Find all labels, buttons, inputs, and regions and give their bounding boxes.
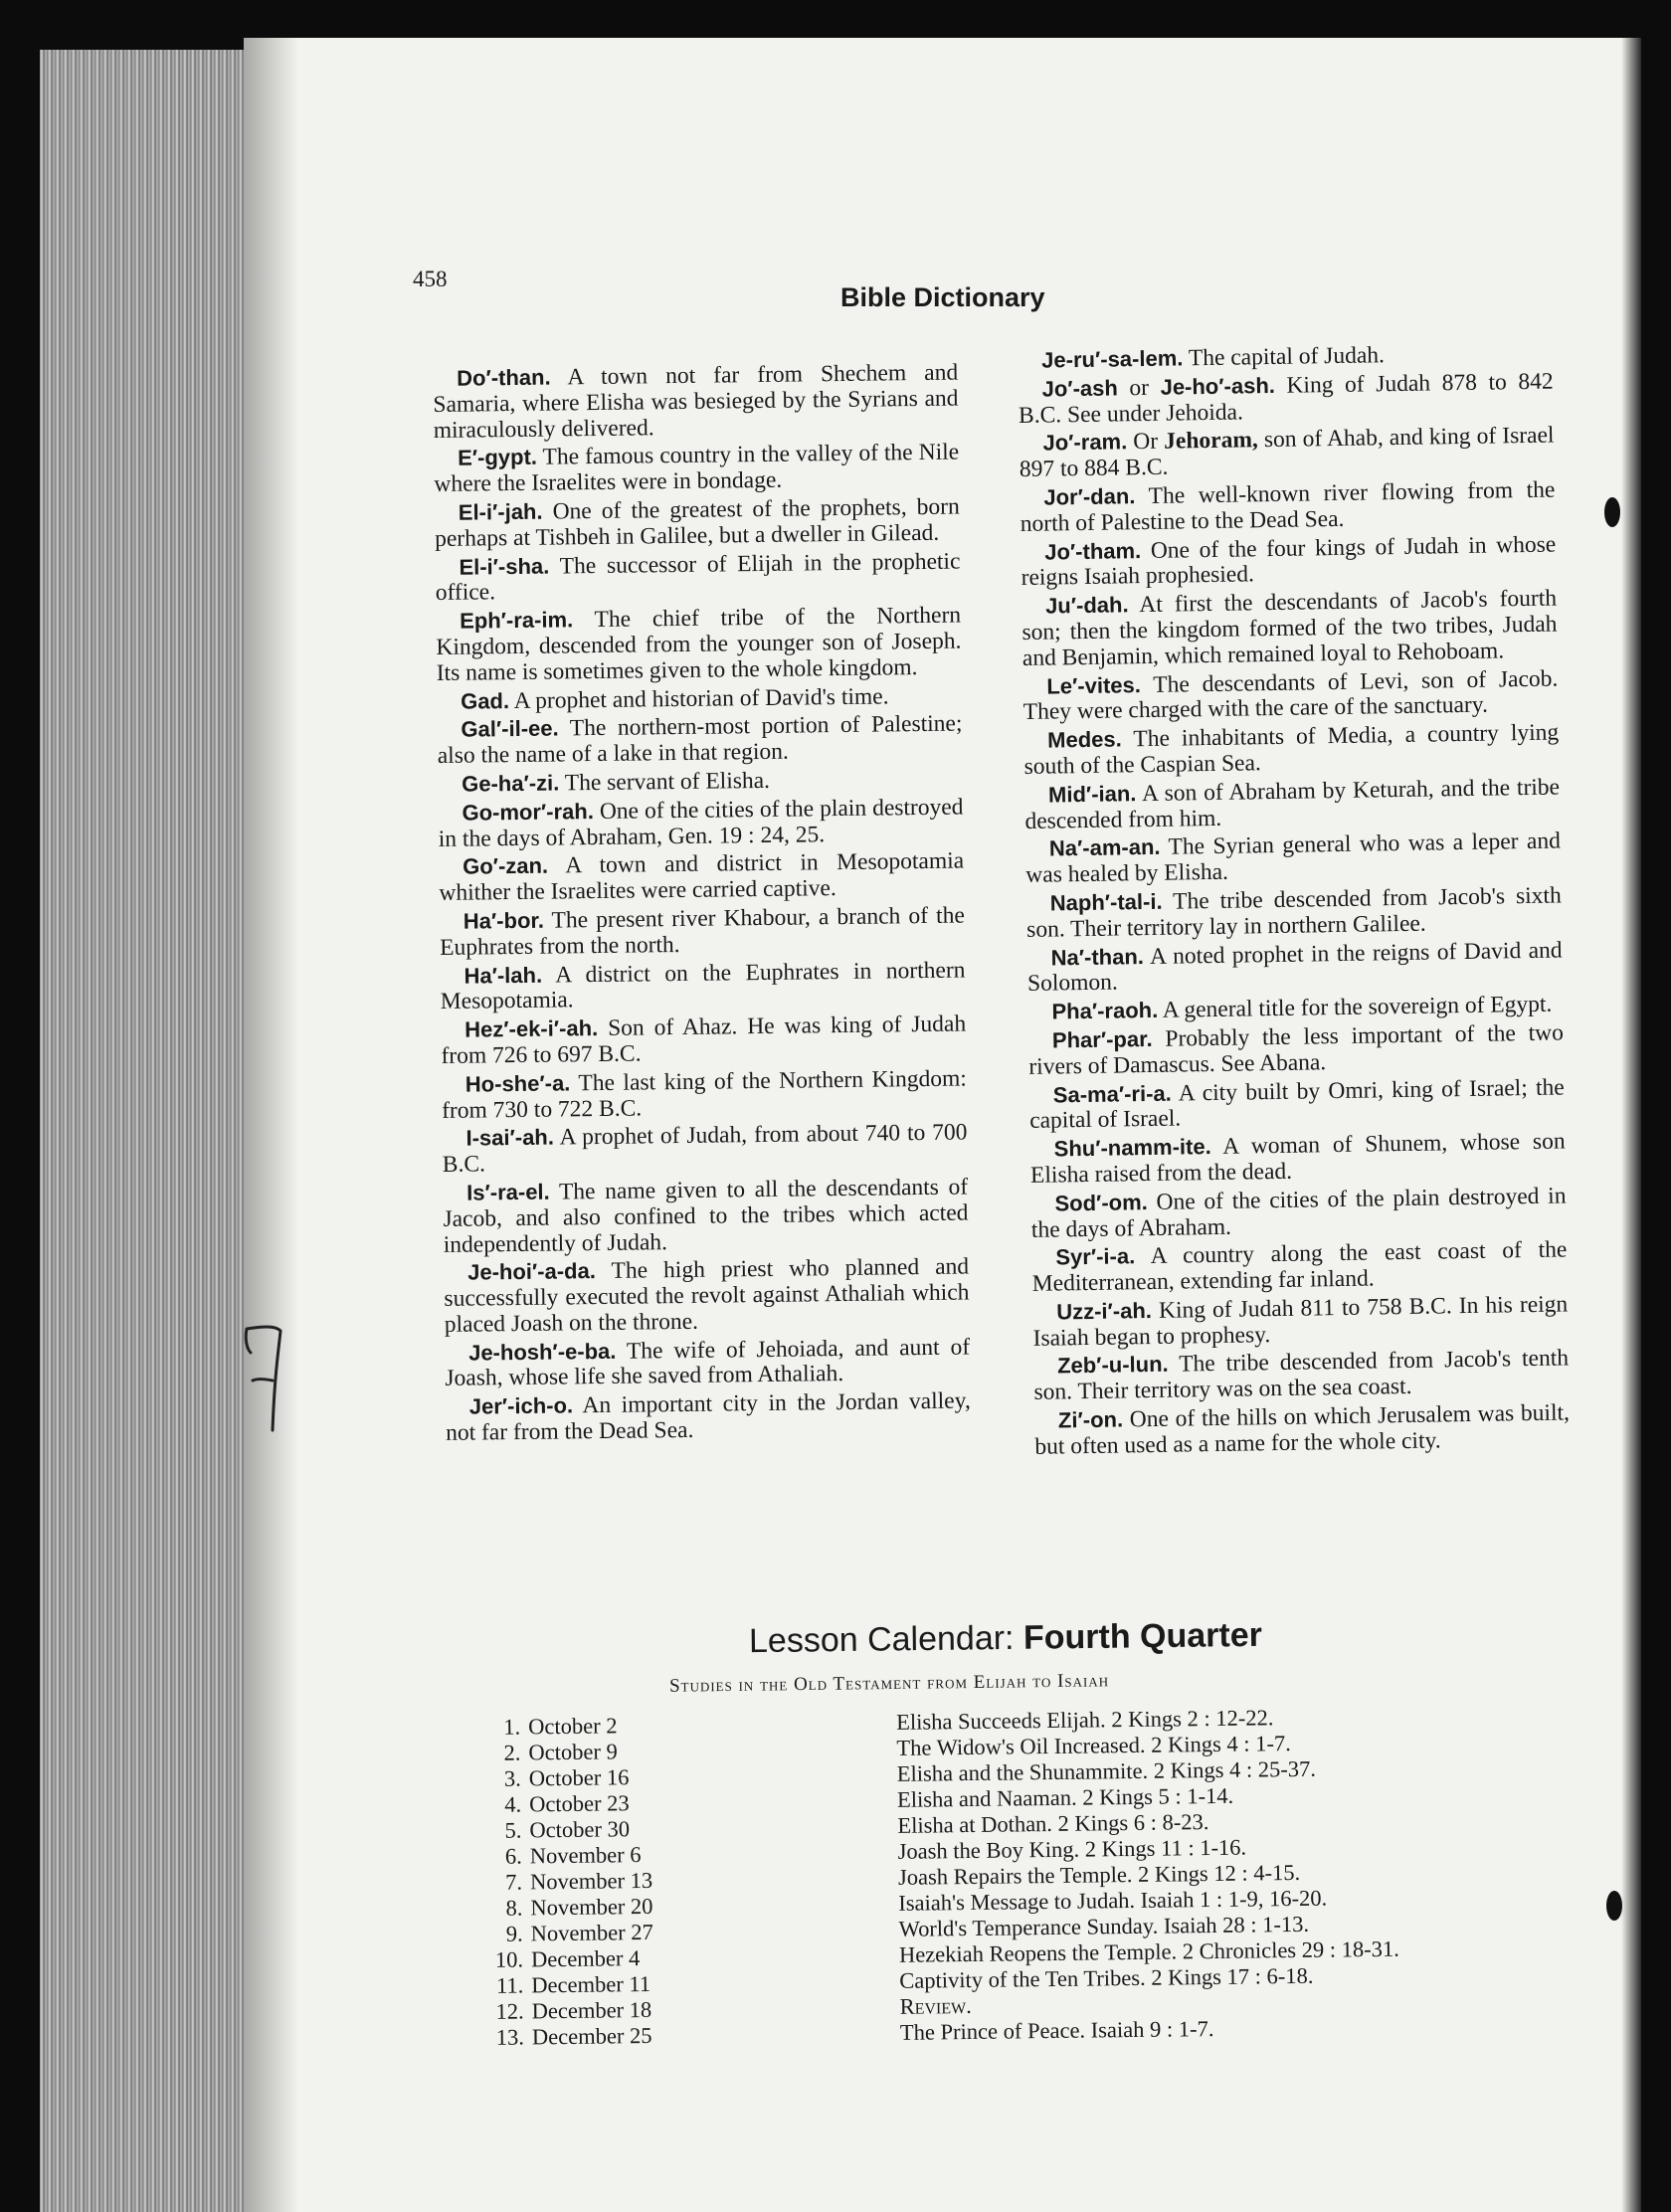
lesson-subject: Joash Repairs the Temple. 2 Kings 12 : 4-15. [897, 1859, 1301, 1890]
dictionary-entry [439, 848, 965, 907]
book-page-edges [40, 50, 244, 2212]
page-right-edge [1621, 38, 1641, 2212]
lesson-date: November 6 [530, 1839, 894, 1869]
dictionary-entry [441, 1012, 967, 1070]
entry-definition: A country along the east coast of the Mediterranean, extending far inland. [1031, 1236, 1568, 1297]
lesson-subject: Isaiah's Message to Judah. Isaiah 1 : 1-9, 16-20. [898, 1885, 1328, 1916]
entry-headword: Mid′-ian. [1047, 780, 1137, 808]
entry-definition: The chief tribe of the Northern Kingdom, descended from the younger son of Joseph. Its name is sometimes given to the whole kingdom. [436, 602, 962, 686]
lesson-number: 11. [495, 1972, 524, 1998]
lesson-number: 9. [505, 1921, 523, 1946]
dictionary-entry [1026, 937, 1563, 998]
lesson-subject: The Prince of Peace. Isaiah 9 : 1-7. [899, 2016, 1214, 2045]
entry-headword: Syr′-i-a. [1055, 1243, 1136, 1270]
entry-definition: King of Judah 878 to 842 B.C. See under Jehoida. [1018, 368, 1554, 429]
lesson-date: November 27 [531, 1917, 895, 1946]
entry-headword: Pha′-raoh. [1051, 997, 1159, 1024]
dictionary-entry [1034, 1399, 1571, 1460]
dictionary-entry [444, 1254, 970, 1339]
entry-headword: Is′-ra-el. [466, 1179, 550, 1205]
entry-headword: Jor′-dan. [1043, 483, 1136, 510]
entry-headword: Je-hoi′-a-da. [466, 1258, 597, 1285]
entry-headword: Sod′-om. [1054, 1189, 1148, 1216]
entry-headword: I-sai′-ah. [465, 1124, 555, 1151]
entry-headword: Ha′-bor. [463, 907, 545, 934]
lesson-number: 7. [505, 1869, 523, 1895]
entry-headword: Le′-vites. [1046, 671, 1142, 699]
lesson-date: December 11 [531, 1968, 895, 1998]
dictionary-entry [437, 711, 963, 770]
lesson-date: October 16 [529, 1761, 893, 1791]
entry-headword: Jer′-ich-o. [468, 1392, 574, 1419]
calendar-title [749, 1616, 1262, 1661]
lesson-number: 10. [494, 1946, 524, 1972]
dictionary-entry [1032, 1291, 1569, 1352]
dictionary-entry [1021, 586, 1558, 672]
dictionary-entry [438, 765, 963, 798]
entry-definition: A town and district in Mesopotamia whither the Israelites were carried captive. [439, 847, 965, 907]
dictionary-entry [1033, 1346, 1570, 1406]
lesson-number: 1. [503, 1714, 521, 1740]
dictionary-entry [1024, 774, 1561, 834]
dictionary-entry [440, 902, 966, 961]
entry-definition: The name given to all the descendants of Jacob, and also confined to the tribes which acted independently of Judah. [443, 1174, 969, 1258]
entry-definition: At first the descendants of Jacob's fourth son; then the kingdom formed of the two tribes, Judah and Benjamin, which remained loyal to Rehoboam. [1021, 585, 1558, 671]
handwritten-margin-note [244, 1321, 288, 1435]
calendar-title-prefix: Lesson Calendar: [748, 1618, 1015, 1661]
dictionary-entry [1018, 368, 1554, 429]
lesson-subject: Elisha and Naaman. 2 Kings 5 : 1-14. [896, 1782, 1234, 1812]
lesson-calendar-list [480, 1702, 1578, 2051]
entry-definition: A district on the Euphrates in northern Mesopotamia. [440, 957, 966, 1015]
dictionary-column-left [433, 360, 971, 1449]
entry-headword-alt: Je-ho′-ash. [1160, 372, 1276, 400]
dictionary-entry [442, 1065, 968, 1124]
lesson-subject: Joash the Boy King. 2 Kings 11 : 1-16. [897, 1834, 1247, 1864]
entry-definition: The well-known river flowing from the north of Palestine to the Dead Sea. [1020, 476, 1556, 537]
entry-headword: Phar′-par. [1051, 1025, 1153, 1053]
dictionary-entry [1029, 1074, 1566, 1135]
entry-headword: Do′-than. [456, 364, 551, 391]
dictionary-entry [433, 360, 959, 445]
dictionary-entry [1025, 829, 1562, 889]
lesson-number: 8. [505, 1895, 523, 1921]
lesson-date: December 18 [531, 1994, 895, 2024]
dictionary-entry [442, 1120, 968, 1179]
lesson-date-leader [532, 2020, 896, 2050]
entry-definition: One of the cities of the plain destroyed in the days of Abraham, Gen. 19 : 24, 25. [438, 794, 964, 852]
dictionary-entry [446, 1388, 972, 1447]
lesson-number: 4. [504, 1791, 522, 1817]
entry-definition: Son of Ahaz. He was king of Judah from 726 to 697 B.C. [441, 1011, 967, 1069]
lesson-date: November 20 [530, 1891, 894, 1921]
lesson-date: October 9 [528, 1736, 892, 1765]
dictionary-entry [435, 548, 961, 607]
page-number: 458 [413, 267, 448, 291]
lesson-subject: Elisha and the Shunammite. 2 Kings 4 : 25-37. [896, 1755, 1317, 1786]
entry-definition: A town not far from Shechem and Samaria, where Elisha was besieged by the Syrians and miraculously delivered. [433, 359, 959, 444]
lesson-date: October 30 [529, 1813, 893, 1843]
entry-definition: The high priest who planned and successfully executed the revolt against Athaliah which placed Joash on the throne. [444, 1253, 970, 1338]
entry-headword: Medes. [1046, 726, 1122, 753]
entry-headword: Hez′-ek-i′-ah. [464, 1015, 599, 1042]
entry-definition-cont: son of Ahab, and king of Israel 897 to 884 B.C. [1019, 422, 1555, 483]
book-page [244, 38, 1641, 2212]
dictionary-column-right [1018, 340, 1571, 1463]
entry-headword: Ge-ha′-zi. [461, 770, 560, 797]
entry-definition: King of Judah 811 to 758 B.C. In his reign Isaiah began to prophesy. [1032, 1291, 1569, 1352]
dictionary-entry [440, 957, 966, 1015]
dictionary-entry [1030, 1183, 1567, 1243]
binding-hole [1604, 497, 1620, 527]
dictionary-entry [1028, 1019, 1565, 1080]
lesson-number: 6. [504, 1843, 522, 1869]
entry-definition: A general title for the sovereign of Egypt. [1162, 991, 1553, 1023]
dictionary-entry [436, 603, 962, 687]
entry-definition: A prophet and historian of David's time. [513, 682, 889, 714]
lesson-date: December 4 [531, 1942, 895, 1972]
lesson-date: October 23 [529, 1787, 893, 1817]
dictionary-entry [438, 794, 964, 852]
entry-definition: The descendants of Levi, son of Jacob. They were charged with the care of the sanctuary. [1022, 665, 1559, 726]
entry-headword: Eph′-ra-im. [459, 607, 574, 634]
entry-definition: A prophet of Judah, from about 740 to 700 B.C. [442, 1119, 968, 1179]
entry-headword: Zi′-on. [1057, 1406, 1124, 1433]
entry-headword: Shu′-namm-ite. [1053, 1134, 1211, 1162]
dictionary-entry [1026, 882, 1563, 943]
dictionary-entry [445, 1334, 971, 1392]
lesson-subject: Hezekiah Reopens the Temple. 2 Chronicles 29 : 18-31. [898, 1936, 1399, 1967]
entry-definition: The servant of Elisha. [564, 767, 771, 797]
lesson-number: 12. [495, 1998, 524, 2024]
dictionary-entry [435, 494, 961, 553]
binding-hole [1606, 1891, 1622, 1921]
lesson-subject: Elisha at Dothan. 2 Kings 6 : 8-23. [897, 1809, 1209, 1838]
dictionary-entry [1023, 720, 1560, 781]
lesson-subject: World's Temperance Sunday. Isaiah 28 : 1-13. [898, 1911, 1310, 1941]
lesson-number: 5. [504, 1817, 522, 1843]
entry-headword: Ha′-lah. [464, 962, 543, 989]
entry-headword: Jo′-ram. [1042, 429, 1128, 457]
lesson-number: 2. [503, 1740, 521, 1765]
dictionary-entry [1020, 477, 1556, 538]
entry-headword: Na′-am-an. [1048, 834, 1161, 861]
entry-headword: Na′-than. [1050, 943, 1145, 971]
entry-definition: A woman of Shunem, whose son Elisha raised from the dead. [1029, 1128, 1566, 1189]
entry-headword: Ju′-dah. [1044, 592, 1129, 619]
entry-definition: Probably the less important of the two rivers of Damascus. See Abana. [1028, 1019, 1565, 1080]
entry-definition: The capital of Judah. [1188, 342, 1386, 372]
entry-headword: Uzz-i′-ah. [1056, 1297, 1153, 1325]
entry-definition: A city built by Omri, king of Israel; the capital of Israel. [1029, 1073, 1565, 1135]
entry-definition: One of the four kings of Judah in whose reigns Isaiah prophesied. [1021, 531, 1557, 592]
entry-definition: The tribe descended from Jacob's sixth son. Their territory lay in northern Galilee. [1025, 882, 1562, 943]
entry-definition: The famous country in the valley of the Nile where the Israelites were in bondage. [434, 439, 960, 498]
entry-headword: Je-hosh′-e-ba. [467, 1338, 617, 1366]
entry-headword: Naph′-tal-i. [1049, 888, 1163, 916]
entry-headword: Zeb′-u-lun. [1056, 1352, 1169, 1379]
entry-headword: Go′-zan. [463, 852, 549, 880]
lesson-subject: Captivity of the Ten Tribes. 2 Kings 17 : 6-18. [899, 1962, 1314, 1993]
entry-definition: The Syrian general who was a leper and was healed by Elisha. [1025, 828, 1562, 889]
entry-cross-reference: Jehoram, [1163, 427, 1259, 456]
dictionary-entry [1029, 1129, 1566, 1190]
lesson-subject: The Widow's Oil Increased. 2 Kings 4 : 1-7. [896, 1731, 1291, 1760]
dictionary-entry [434, 440, 960, 498]
entry-definition: The northern-most portion of Palestine; also the name of a lake in that region. [437, 710, 963, 770]
dictionary-entry [1019, 423, 1555, 483]
entry-headword: Gad. [460, 687, 510, 714]
entry-headword: El-i′-jah. [458, 498, 543, 525]
entry-headword: Je-ru′-sa-lem. [1040, 345, 1184, 373]
entry-definition: An important city in the Jordan valley, not far from the Dead Sea. [445, 1387, 971, 1446]
entry-definition: The inhabitants of Media, a country lying south of the Caspian Sea. [1023, 719, 1560, 780]
entry-definition: One of the hills on which Jerusalem was built, but often used as a name for the whole city. [1034, 1399, 1571, 1460]
lesson-date: December 25 [532, 2020, 896, 2050]
entry-definition: The last king of the Northern Kingdom: from 730 to 722 B.C. [441, 1065, 967, 1124]
dictionary-entry [1031, 1237, 1568, 1298]
entry-definition: The tribe descended from Jacob's tenth son. Their territory was on the sea coast. [1033, 1345, 1570, 1406]
lesson-date: October 2 [528, 1710, 892, 1740]
lesson-number: 3. [503, 1765, 521, 1791]
dictionary-entry [437, 682, 962, 715]
entry-definition: The present river Khabour, a branch of the Euphrates from the north. [439, 902, 965, 961]
entry-definition: A noted prophet in the reigns of David and Solomon. [1026, 937, 1563, 998]
entry-definition: Or [1133, 429, 1159, 456]
lesson-subject: Review. [899, 1992, 972, 2019]
entry-headword: Ho-she′-a. [464, 1070, 571, 1097]
entry-headword: Go-mor′-rah. [462, 798, 595, 826]
calendar-title-quarter: Fourth Quarter [1022, 1615, 1263, 1657]
entry-definition: The wife of Jehoiada, and aunt of Joash, whose life she saved from Athaliah. [445, 1334, 971, 1392]
entry-definition: One of the cities of the plain destroyed in the days of Abraham. [1030, 1183, 1567, 1243]
entry-headword: El-i′-sha. [459, 553, 550, 580]
lesson-date: November 13 [530, 1865, 894, 1895]
entry-headword: Jo′-ash [1041, 375, 1119, 402]
entry-definition: A son of Abraham by Keturah, and the tribe descended from him. [1024, 774, 1561, 834]
calendar-subtitle: Studies in the Old Testament from Elijah to Isaiah [668, 1670, 1110, 1697]
dictionary-entry [1022, 665, 1559, 726]
page-gutter-shadow [244, 38, 298, 2212]
entry-definition: The successor of Elijah in the prophetic office. [435, 548, 961, 607]
entry-connector: or [1129, 374, 1150, 402]
entry-headword: E′-gypt. [457, 445, 538, 471]
entry-headword: Jo′-tham. [1044, 537, 1142, 565]
running-head: Bible Dictionary [840, 282, 1045, 312]
lesson-subject: Elisha Succeeds Elijah. 2 Kings 2 : 12-22. [895, 1705, 1274, 1735]
dictionary-entry [1021, 531, 1557, 592]
lesson-number: 13. [495, 2024, 525, 2050]
dictionary-entry [443, 1174, 969, 1258]
entry-definition: One of the greatest of the prophets, born perhaps at Tishbeh in Galilee, but a dweller in Gilead. [434, 493, 960, 552]
entry-headword: Sa-ma′-ri-a. [1052, 1080, 1172, 1108]
entry-headword: Gal′-il-ee. [461, 715, 559, 743]
